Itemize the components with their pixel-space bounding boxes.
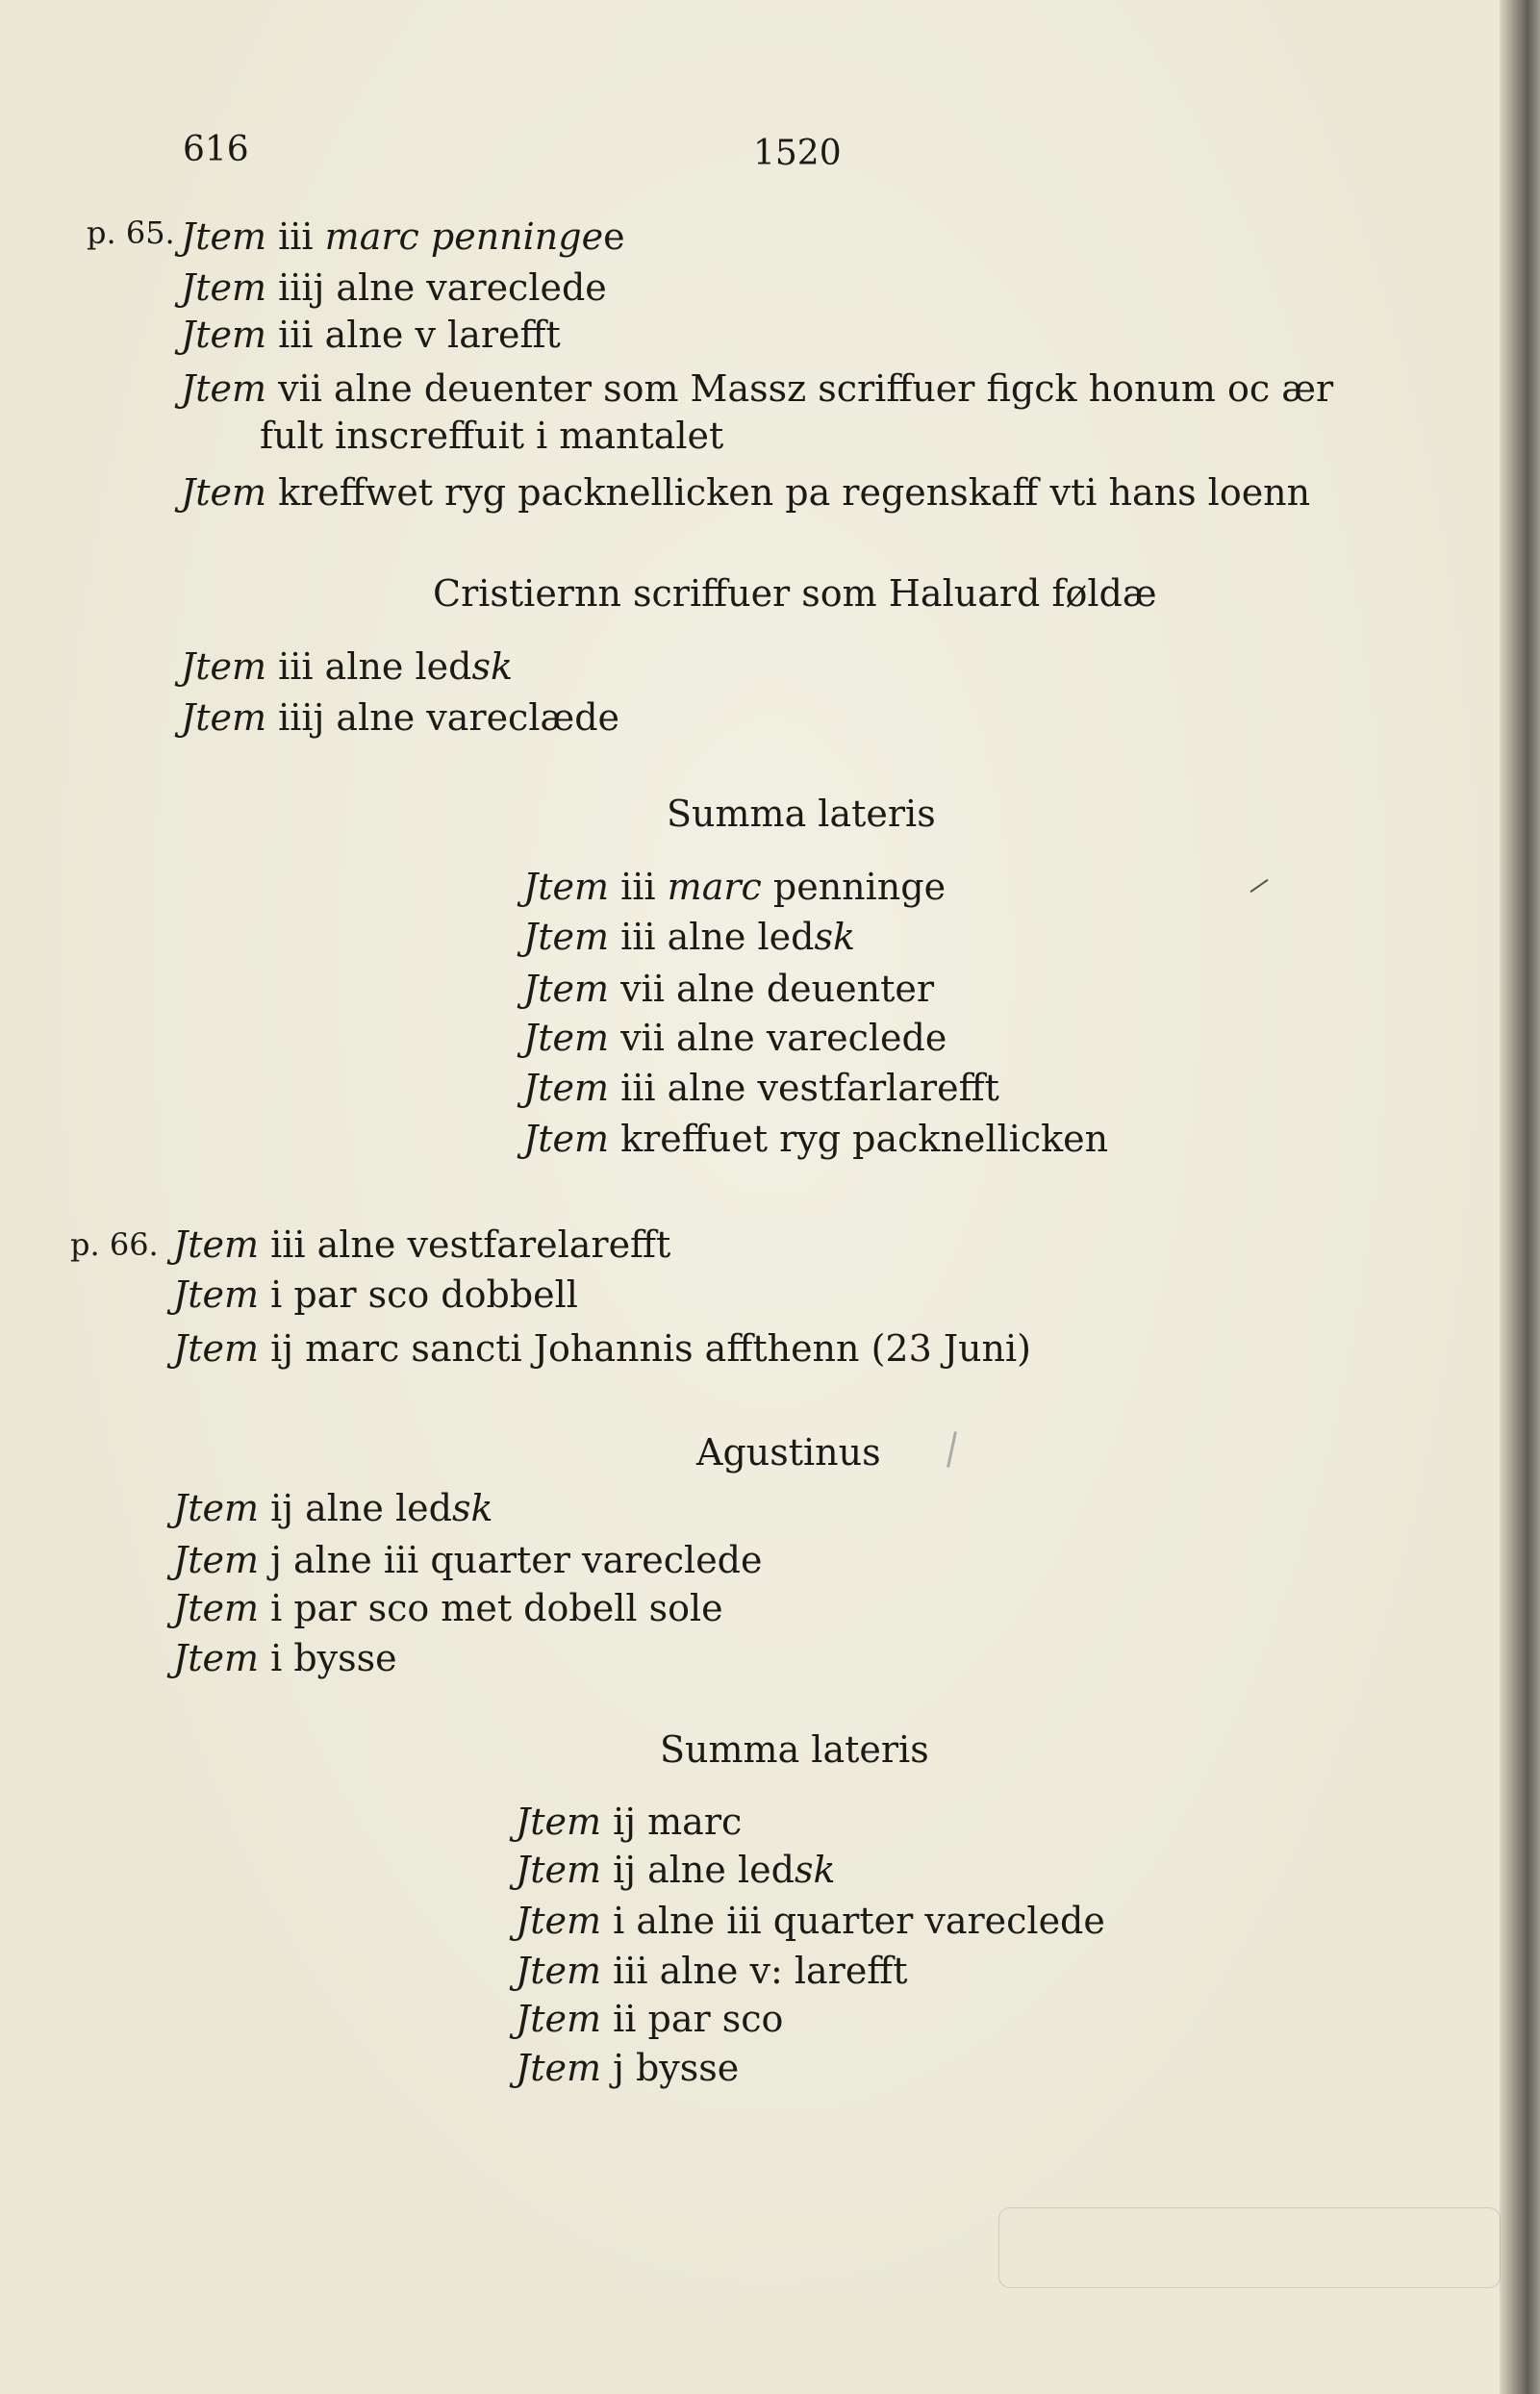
summa-line: Jtem kreffuet ryg packnellicken — [523, 1118, 1109, 1160]
summa-line: Jtem vii alne vareclede — [523, 1017, 947, 1059]
summa-lateris-heading: Summa lateris — [667, 793, 936, 835]
page-stain — [998, 2207, 1501, 2288]
entry-line: Jtem i bysse — [173, 1637, 397, 1679]
page-ref-p65: p. 65. — [87, 214, 175, 251]
entry-line: Jtem i par sco dobbell — [173, 1273, 578, 1316]
summa-line: Jtem iii marc penninge — [523, 866, 947, 908]
summa-line: Jtem j bysse — [516, 2047, 740, 2089]
summa-line: Jtem iii alne v: larefft — [516, 1950, 908, 1992]
entry-line: Jtem iii alne v larefft — [181, 314, 561, 356]
pencil-mark — [947, 1431, 957, 1468]
summa-lateris-heading: Summa lateris — [660, 1728, 929, 1771]
section-heading-cristiernn: Cristiernn scriffuer som Haluard føldæ — [433, 572, 1157, 615]
entry-line: Jtem iiij alne vareclæde — [181, 696, 620, 739]
entry-line: Jtem ij alne ledsk — [173, 1487, 493, 1529]
entry-line: Jtem iii alne vestfarelarefft — [173, 1223, 671, 1266]
entry-line: Jtem kreffwet ryg packnellicken pa regenskaff vti hans loenn — [181, 471, 1311, 514]
entry-line: Jtem ij marc sancti Johannis affthenn (23 Juni) — [173, 1327, 1032, 1370]
entry-line: Jtem j alne iii quarter vareclede — [173, 1539, 763, 1581]
entry-line: Jtem vii alne deuenter som Massz scriffuer figck honum oc ær — [181, 367, 1334, 410]
summa-line: Jtem ii par sco — [516, 1998, 784, 2040]
entry-line-continued: fult inscreffuit i mantalet — [260, 415, 724, 457]
page-number: 616 — [183, 130, 249, 169]
entry-line: Jtem iii alne ledsk — [181, 645, 513, 688]
pencil-mark — [1250, 879, 1268, 893]
summa-line: Jtem vii alne deuenter — [523, 968, 934, 1010]
page-ref-p66: p. 66. — [70, 1226, 159, 1263]
section-heading-agustinus: Agustinus — [696, 1431, 881, 1474]
entry-line: Jtem iii marc penningee — [181, 215, 625, 258]
summa-line: Jtem i alne iii quarter vareclede — [516, 1900, 1105, 1942]
book-spine-edge — [1500, 0, 1540, 2394]
summa-line: Jtem iii alne vestfarlarefft — [523, 1067, 999, 1109]
summa-line: Jtem ij marc — [516, 1801, 743, 1843]
summa-line: Jtem iii alne ledsk — [523, 916, 855, 958]
entry-line: Jtem i par sco met dobell sole — [173, 1587, 723, 1629]
entry-line: Jtem iiij alne vareclede — [181, 266, 607, 309]
summa-line: Jtem ij alne ledsk — [516, 1849, 836, 1891]
year-heading: 1520 — [753, 134, 842, 173]
